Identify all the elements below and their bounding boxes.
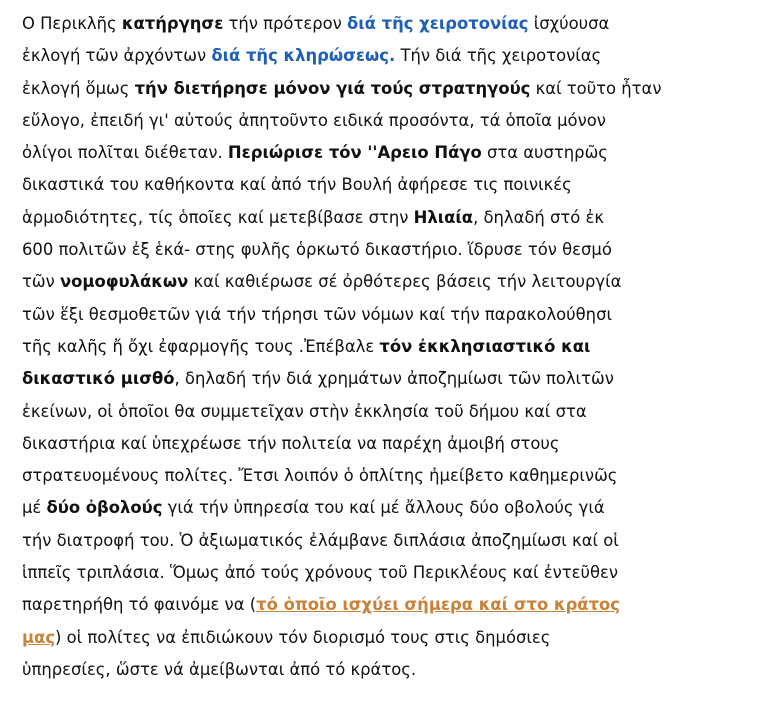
blue-bold-text: διά τῆς κληρώσεως. [211,46,396,66]
text-line [22,266,744,298]
text-run: ἱππεῖς τριπλάσια. Ὅμως ἀπό τούς χρόνους τοῦ Περικλέους καί ἐντεῦθεν [22,563,619,583]
text-run: καί καθιέρωσε σέ ὀρθότερες βάσεις τήν λειτουργία [188,272,622,292]
text-run: τῆς καλῆς ἤ ὄχι ἐφαρμογῆς τους .Ἐπέβαλε [22,336,380,356]
text-run: τῶν ἕξι θεσμοθετῶν γιά τήν τήρησι τῶν νόμων καί τήν παρακολούθησι [22,304,613,324]
text-run: εὔλογο, ἐπειδή γι' αὐτούς ἀπητοῦντο ειδικά προσόντα, τά ὁποῖα μόνον [22,110,606,130]
text-line [22,396,744,428]
text-run: 600 πολιτῶν ἐξ ἑκά- στης φυλῆς ὁρκωτό δικαστήριο. ἵδρυσε τόν θεσμό [22,240,612,260]
text-line [22,428,744,460]
text-run: ἐκλογή τῶν ἀρχόντων [22,46,212,66]
bold-text: Περιώρισε τόν ''Αρειο Πάγο [227,143,482,163]
text-line [22,299,744,331]
text-line [22,202,744,234]
bold-text: δύο ὀβολούς [46,498,163,518]
text-run: ἐκείνων, οἱ ὁποῖοι θα συμμετεῖχαν στὴν ἐκκλησία τοῦ δήμου καί στα [22,401,587,421]
text-line [22,557,744,589]
text-line [22,234,744,266]
text-run: ) οἱ πολίτες να ἐπιδιώκουν τόν διορισμό τους στις δημόσιες [55,627,551,647]
text-run: ὀλίγοι πολῖται διέθεταν. [22,143,228,163]
text-run: ἐκλογή ὅμως [22,78,135,98]
text-run: ἁρμοδιότητες, τίς ὁποῖες καί μετεβίβασε στην [22,207,414,227]
bold-text: τήν διετήρησε μόνον γιά τούς στρατηγούς [134,78,531,98]
text-run: τῶν [22,272,60,292]
text-line [22,525,744,557]
text-line [22,363,744,395]
text-run: δικαστικά του καθήκοντα καί ἀπό τήν Βουλή ἀφήρεσε τις ποινικές [22,175,572,195]
text-run: ἰσχύουσα [528,14,610,33]
hyperlink-text[interactable]: τό ὁποῖο ισχύει σήμερα καί στο κράτος [256,595,620,615]
text-run: ὑπηρεσίες, ὥστε νά ἀμείβωνται ἀπό τό κράτος. [22,659,417,679]
bold-text: κατήργησε [121,14,224,33]
text-line [22,137,744,169]
bold-text: δικαστικό μισθό [22,369,175,389]
text-run: μέ [22,498,47,518]
text-line [22,622,744,654]
blue-bold-text: διά τῆς χειροτονίας [347,14,529,33]
text-line [22,460,744,492]
text-line [22,654,744,686]
text-run: , δηλαδή στό ἐκ [473,207,605,227]
text-run: γιά τήν ὑπηρεσία του καί μέ ἄλλους δύο οβολούς γιά [162,498,605,518]
text-run: Τήν διά τῆς χειροτονίας [395,46,602,66]
document-paragraph [22,8,744,686]
text-line [22,589,744,621]
text-line [22,40,744,72]
text-run: παρετηρήθη τό φαινόμε να ( [22,595,257,615]
bold-text: τόν ἐκκλησιαστικό και [379,336,591,356]
text-run: , δηλαδή τήν διά χρημάτων ἀποζημίωσι τῶν πολιτῶν [174,369,614,389]
text-run: στρατευομένους πολίτες. Ἔτσι λοιπόν ὁ ὁπλίτης ἠμείβετο καθημερινῶς [22,466,618,486]
text-line [22,331,744,363]
text-run: τήν διατροφή του. Ὁ ἀξιωματικός ἐλάμβανε διπλάσια ἀποζημίωσι καί οἱ [22,530,619,550]
bold-text: νομοφυλάκων [59,272,189,292]
bold-text: Ηλιαία [413,207,474,227]
text-line [22,492,744,524]
text-line [22,8,744,40]
hyperlink-text[interactable]: μας [22,627,56,647]
text-run: δικαστήρια καί ὑπεχρέωσε τήν πολιτεία να παρέχη ἀμοιβή στους [22,433,560,453]
text-line [22,169,744,201]
text-run: τήν πρότερον [223,14,347,33]
text-run: στα αυστηρῶς [481,143,608,163]
text-run: καί τοῦτο ἦταν [530,78,662,98]
text-run: Ο Περικλῆς [22,14,122,33]
text-line [22,105,744,137]
text-line [22,73,744,105]
